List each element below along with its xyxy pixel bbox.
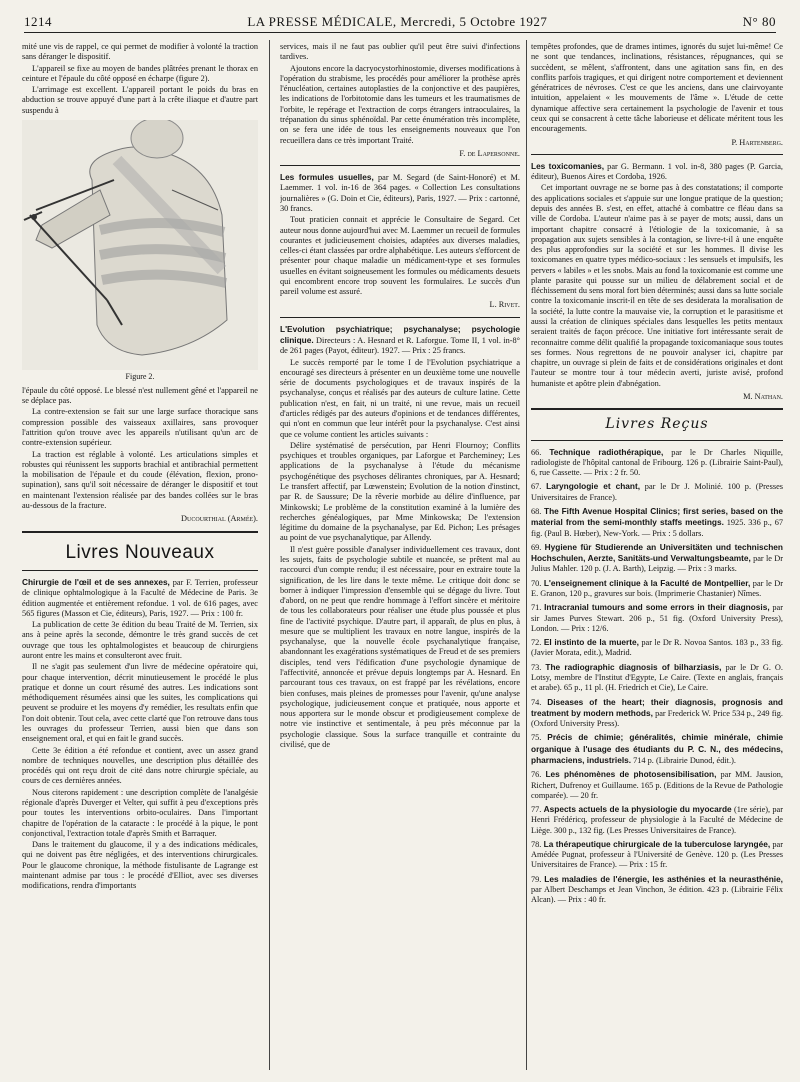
- received-book-item: [531, 697, 783, 730]
- item-reference: par le Dr J. Molinié. 100 p. (Presses Universitaires de France).: [531, 482, 783, 502]
- section-rule: [531, 408, 783, 410]
- section-rule: [22, 531, 258, 533]
- received-book-item: [531, 637, 783, 659]
- paragraph: La traction est réglable à volonté. Les articulations simples et robustes qui réunissent les supports brachial et antibrachial permettent la mobilisation de l'épaule et du coude (élévation, flexion, prono-supination), sans qu'il soit nécessaire de déranger le dispositif et tout en maintenant l'extension réalisée par des bandes collées sur le bras au-dessous de la fracture.: [22, 449, 258, 510]
- paragraph: l'épaule du côté opposé. Le blessé n'est nullement gêné et l'appareil ne se déplace pas.: [22, 385, 258, 406]
- item-title: El instinto de la muerte,: [543, 637, 639, 648]
- paragraph: Le succès remporté par le tome I de l'Evolution psychiatrique a encouragé ses directeurs à présenter en un deuxième tome une nouvelle série de documents psychologiques et de travaux inspirés de la psychanalyse, conçus et réalisés par des auteurs de culture latine. Cette publication n'est, en fait, ni un traité, ni une revue, mais un recueil d'articles rédigés par des auteurs d'opinions et de tendances différentes, qui n'ont en commun que leur intérêt pour la psychanalyse. C'est ainsi que ce volume contient les articles suivants :: [280, 357, 520, 439]
- paragraph: mité une vis de rappel, ce qui permet de modifier à volonté la traction sans déranger le dispositif.: [22, 42, 258, 62]
- section-title-livres-nouveaux: Livres Nouveaux: [65, 541, 215, 563]
- book-entry: [22, 577, 258, 619]
- item-title: Précis de chimie; généralités, chimie minérale, chimie organique à l'usage des étudiants du P. C. N., des médecins, pharmaciens, industriels.: [531, 732, 783, 765]
- figure-2-illustration: [22, 120, 258, 370]
- column-separator: [526, 40, 527, 1070]
- received-book-item: [531, 732, 783, 766]
- section-rule: [531, 440, 783, 441]
- received-book-item: [531, 804, 783, 836]
- item-number: 78.: [531, 839, 544, 849]
- item-title: Hygiene für Studierende an Universitäten und technischen Hochschulen, Aerzte, Sanitäts-und Verwaltungsbeamte,: [531, 541, 783, 564]
- received-book-item: [531, 578, 783, 600]
- item-number: 71.: [531, 603, 545, 613]
- item-title: The Fifth Avenue Hospital Clinics; first series, based on the material from the semi-monthly staffs meetings.: [531, 506, 783, 528]
- item-number: 79.: [531, 874, 545, 884]
- item-number: 66.: [531, 447, 550, 457]
- item-title: L'enseignement clinique à la Faculté de Montpellier,: [543, 577, 751, 588]
- column-1: [22, 42, 258, 1072]
- item-reference: par le Dr E. Granon, 120 p., gravures sur bois. (Imprimerie Chastanier) Nîmes.: [531, 578, 783, 599]
- received-books-list: [531, 447, 783, 906]
- item-reference: par Amédée Pugnat, professeur à l'Université de Genève. 120 p. (Les Presses Universitaires de France). — Prix : 15 fr.: [531, 839, 783, 870]
- page-number: 1214: [24, 14, 52, 29]
- column-3: [531, 42, 783, 1072]
- figure-caption: Figure 2.: [125, 371, 155, 381]
- item-reference: par le Dr R. Novoa Santos. 183 p., 33 fig. (Javier Morata, edit.), Madrid.: [531, 638, 783, 658]
- arm-splint-drawing: [22, 120, 258, 370]
- review-rule: [531, 154, 783, 155]
- item-reference: 714 p. (Librairie Dunod, édit.).: [631, 755, 736, 765]
- book-reference: par G. Bermann. 1 vol. in-8, 380 pages (P. Garcia, éditeur), Buenos Aires et Cordoba, 1926.: [531, 161, 783, 182]
- book-entry: [280, 324, 520, 357]
- book-reference: par M. Segard (de Saint-Honoré) et M. Laemmer. 1 vol. in-16 de 364 pages. « Collection Les consultations journalières » (G. Doin et Cie, éditeurs), Paris, 1927. — Prix : cartonné, 30 francs.: [280, 173, 520, 213]
- book-reference: Directeurs : A. Hesnard et R. Laforgue. Tome II, 1 vol. in-8° de 261 pages (Payot, éditeur). 1927. — Prix : 25 francs.: [280, 336, 520, 356]
- received-book-item: [531, 662, 783, 694]
- item-reference: par le Dr Charles Niquille, radiologiste de l'hôpital cantonal de Fribourg. 126 p. (Librairie Saint-Paul), 6, rue Cassette. — Prix : 2 fr. 50.: [531, 447, 783, 478]
- header-rule: [24, 32, 776, 33]
- paragraph: Nous citerons rapidement : une description complète de l'analgésie régionale d'après Duverger et Velter, qui suffit à peu d'exceptions près pour toutes les interventions orbito-oculaires. Dans l'important chapitre de l'opération de la cataracte : le procédé à la pique, le pont conjonctival, l'extraction totale d'après Smith et Barraquer.: [22, 787, 258, 838]
- author-signature: L. Rivet.: [489, 300, 520, 310]
- item-reference: par le Dr Julius Mahler. 120 p. (J. A. Barth), Leipzig. — Prix : 3 marks.: [531, 554, 783, 574]
- item-title: Les maladies de l'énergie, les asthénies et la neurasthénie,: [544, 873, 783, 884]
- paragraph: Délire systématisé de persécution, par Henri Flournoy; Conflits psychiques et troubles organiques, par Laforgue et Parcheminey; Les applications de la psychanalyse à l'étude du mécanisme psychogénétique des psychoses délirantes chroniques, par A. Hesnard; Le transfert affectif, par Lœwenstein; Evolution de la notion d'instinct, par R. de Saussure; De la rêverie morbide au délire d'influence, par Minkowski; Le problème de la constitution examiné à la lumière des recherches généalogiques, par Mme Minkowska; De l'extension légitime du domaine de la psychanalyse, par Ed. Pichon; Les présages au point de vue psychanalytique, par Allendy.: [280, 440, 520, 543]
- item-number: 69.: [531, 542, 545, 552]
- item-number: 70.: [531, 578, 544, 588]
- book-reference: par F. Terrien, professeur de clinique ophtalmologique à la Faculté de Médecine de Paris. 3e édition augmentée et entièrement refondue. 1 vol. de 616 pages, avec 565 figures (Masson et Cie, éditeurs), Paris, 1927. — Prix : 100 fr.: [22, 578, 258, 618]
- book-title: Les formules usuelles,: [280, 172, 374, 183]
- journal-title: LA PRESSE MÉDICALE, Mercredi, 5 Octobre 1927: [247, 14, 548, 29]
- paragraph: Ajoutons encore la dacryocystorhinostomie, diverses modifications à l'opération du strabisme, les procédés pour améliorer la prothèse après l'énucléation, certaines autoplasties de la conjonctive et des paupières, les indications de l'orbitotomie dans les tumeurs et les traumatismes de l'orbite, le repérage et l'extraction de corps étrangers intraoculaires, la trépanation du sinus sphénoïdal. Par cette énumération très incomplète, on se fera une idée de tous les enseignements nouveaux que l'on recueillera dans ce très important Traité.: [280, 63, 520, 145]
- paragraph: Cet important ouvrage ne se borne pas à des constatations; il comporte des applications sociales et s'appuie sur une longue pratique de la question; depuis des années B. s'est, en effet, attaché à combattre ce fléau dans sa ville de Cordoba. L'auteur n'aime pas à se payer de mots; aussi, dans un important chapitre consacré à l'étiologie de la toxicomanie, à sa propagation aux sujets sensibles à la contagion, se livre-t-il à une enquête des plus approfondies sur la société et sur les hommes. Il divise les toxicomanes en quatre types médico-sociaux : les sensuels et impulsifs, les pervers « labiles » et les snobs. Mais au fond la toxicomanie est comme une plante parasite qui pousse sur un milieu de délabrement social et de fléchissement du sens moral fort bien déterminés; aussi dans sa lutte sociale contre la toxicomanie inscrit-il en tête de ses desiderata la moralisation de la société, la lutte contre la mauvaise vie, la corruption et le parasitisme et aussi la création de cliniques spéciales dans lesquelles les petits mentaux seraient traités de façon précoce. Une initiative fort intéressante serait de reconnaitre comme délit qualifié la propagande toxicomaniaque sous toutes ses formes. Nous regrettons de ne pouvoir analyser ici, chapitre par chapitre, un ouvrage si plein de faits et de considérations originales et dont l'auteur se montre tour à tour médecin averti, juriste avisé, profond humaniste et apôtre plein d'abnégation.: [531, 183, 783, 388]
- item-reference: par MM. Jausion, Richert, Dufrenoy et Guillaume. 165 p. (Editions de la Revue de Pathologie comparée). — 20 fr.: [531, 770, 783, 800]
- item-number: 67.: [531, 482, 547, 492]
- paragraph: Dans le traitement du glaucome, il y a des indications médicales, qui ne doivent pas être négligées, et des interventions chirurgicales. Pour le glaucome chronique, la méthode fistulisante de Lagrange est maintenant admise par tous : le procédé d'Elliot, avec ses diverses modifications, rendra d'importants: [22, 840, 258, 891]
- book-entry: [531, 161, 783, 183]
- paragraph: Tout praticien connait et apprécie le Consultaire de Segard. Cet auteur nous donne aujourd'hui avec M. Laemmer un recueil de formules courantes et judicieusement choisies, adaptées aux diverses maladies, celles-ci étant classées par ordre alphabétique. Les auteurs s'efforcent de présenter pour chaque maladie un médicament-type et ses formules usuelles en évitant soigneusement les formules ou médicaments desuets qui encombrent encore trop souvent les formulaires. Le succès d'un pareil volume est assuré.: [280, 215, 520, 297]
- item-title: Aspects actuels de la physiologie du myocarde: [543, 804, 732, 815]
- paragraph: tempêtes profondes, que de drames intimes, ignorés du sujet lui-même! Ce ne sont que tendances, inclinations, résistances, répugnances, qui se succèdent, se mêlent, s'affrontent, dans une agitation sans fin, en des conflits parfois tragiques, et qui dirigent notre comportement et deviennent génératrices de névroses. C'est ce que les anciens, dans une clairvoyante intuition, appelaient « les mouvements de l'âme ». L'étude de cette dynamique affective sera certainement la psychologie de l'avenir et tous ceux qui se consacrent à cette tâche laborieuse et délicate méritent tous les encouragements.: [531, 42, 783, 134]
- book-title: L'Evolution psychiatrique; psychanalyse; psychologie clinique.: [280, 323, 520, 346]
- review-rule: [280, 317, 520, 318]
- book-entry: [280, 172, 520, 214]
- received-book-item: [531, 769, 783, 801]
- item-reference: 1925. 336 p., 67 fig. (Paul B. Hœber), New-York. — Prix : 5 dollars.: [531, 518, 783, 538]
- item-reference: par le Dr G. O. Lotsy, membre de l'Institut d'Egypte, Le Caire. (Texte en anglais, français et arabe). 65 p., 11 pl. (H. Friedrich et Cie), Le Caire.: [531, 662, 783, 693]
- paragraph: Il ne s'agit pas seulement d'un livre de médecine opératoire qui, pour chaque intervention, décrit minutieusement le procédé le plus pratique et donne un court résumé des autres. Les indications sont méthodiquement résumées ainsi que les suites, les complications qui peuvent se produire et les moyens d'y remédier, les resultats enfin que l'on doit obtenir. Tout cela, avec cette clarté que l'on retrouve dans tous les ouvrages du professeur Terrien, aussi bien que dans son enseignement oral, et qui en fait le grand succès.: [22, 662, 258, 744]
- author-signature: M. Nathan.: [743, 392, 783, 401]
- author-signature: F. de Lapersonne.: [459, 148, 520, 158]
- paragraph: L'appareil se fixe au moyen de bandes plâtrées prenant le thorax en ceinture et l'épaule du côté opposé en écharpe (figure 2).: [22, 63, 258, 83]
- paragraph: services, mais il ne faut pas oublier qu'il peut être suivi d'infections tardives.: [280, 42, 520, 62]
- received-book-item: [531, 874, 783, 906]
- book-title: Chirurgie de l'œil et de ses annexes,: [22, 577, 170, 588]
- item-reference: (1re série), par Henri Frédéricq, professeur de physiologie à la Faculté de Médecine de Liège. 300 p., 132 fig. (Les Presses Universitaires de France).: [531, 805, 783, 835]
- section-title-livres-recus: Livres Reçus: [605, 416, 709, 433]
- received-book-item: [531, 447, 783, 479]
- item-title: Technique radiothérapique,: [549, 446, 664, 457]
- paragraph: La contre-extension se fait sur une large surface thoracique sans compression possible des vaisseaux axillaires, sans provoquer l'attrition qu'on trouve avec les appareils n'utilisant qu'un arc de contre-extension supérieur.: [22, 407, 258, 448]
- item-title: Les phénomènes de photosensibilisation,: [545, 769, 717, 780]
- paragraph: L'arrimage est excellent. L'appareil portant le poids du bras en abduction se trouve appuyé d'une part à la crête iliaque et d'autre part suspendu à: [22, 85, 258, 115]
- received-book-item: [531, 602, 783, 634]
- item-title: Intracranial tumours and some errors in their diagnosis,: [544, 602, 770, 613]
- author-signature: P. Hartenberg.: [731, 137, 783, 147]
- author-signature: Ducourthial (Armée).: [181, 514, 258, 524]
- item-number: 76.: [531, 770, 546, 780]
- section-rule: [22, 570, 258, 571]
- item-title: The radiographic diagnosis of bilharziasis,: [545, 661, 722, 672]
- review-rule: [280, 165, 520, 166]
- column-separator: [269, 40, 270, 1070]
- book-title: Les toxicomanies,: [531, 160, 605, 171]
- paragraph: Il n'est guère possible d'analyser individuellement ces travaux, dont les sujets, faits de psychologie subtile et nuancée, se prêtent mal au raccourci d'un compte rendu; il est nécessaire, pour en extraire toute la signification, de les lire dans le texte même. Le critique doit donc se borner à indiquer l'impression d'ensemble qui se dégage du livre. Tout d'abord, on ne peut que rendre hommage à l'effort sincère et méritoire de tous les collaborateurs pour réaliser une étude plus poussée et plus fine de l'activité psychique. D'autre part, il apparaît, de plus en plus, à mesure que se multiplient les travaux en notre langue, inspirés de la psychanalyse, que la nouvelle école psychanalytique française, abandonnant les exagérations systématiques de Freud et de ses premiers disciples, tend vers l'édification d'une psychologie dynamique de l'affectivité, annoncée et prévue depuis longtemps par A. Hesnard. En parcourant tous ces travaux, on est frappé par les révélations, encore bien confuses, mais pleines de promesses pour l'avenir, qu'une analyse psychologique, judicieusement conçue et pratiquée, nous apporte et nous apportera sur le monde obscur et prodigieusement complexe de notre vie instinctive et sentimentale, à peu près méconnue par la psychologie classique. Sous la surface tranquille et contrainte du civilisé, que de: [280, 544, 520, 749]
- received-book-item: [531, 839, 783, 871]
- issue-number: N° 80: [742, 14, 776, 29]
- paragraph: Cette 3e édition a été refondue et contient, avec un assez grand nombre de techniques nouvelles, une description plus détaillée des procédés qui ont reçu droit de cité dans notre chirurgie spéciale, au cours de ces dernières années.: [22, 745, 258, 786]
- item-title: La thérapeutique chirurgicale de la tuberculose laryngée,: [543, 838, 771, 849]
- item-number: 77.: [531, 805, 544, 815]
- received-book-item: [531, 481, 783, 503]
- item-number: 68.: [531, 507, 544, 517]
- item-number: 73.: [531, 662, 546, 672]
- item-reference: par sir James Purves Stewart. 206 p., 51 fig. (Oxford University Press), London. — Prix : 12/6.: [531, 603, 783, 633]
- received-book-item: [531, 542, 783, 575]
- item-number: 72.: [531, 638, 544, 648]
- item-number: 74.: [531, 697, 548, 707]
- received-book-item: [531, 506, 783, 539]
- item-reference: par Frederick W. Price 534 p., 249 fig. (Oxford University Press).: [531, 708, 783, 729]
- page-header: [24, 14, 776, 30]
- item-reference: par Albert Deschamps et Jean Vinchon, 3e édition. 423 p. (Librairie Félix Alcan). — Prix : 40 fr.: [531, 885, 783, 905]
- item-title: Laryngologie et chant,: [546, 481, 641, 492]
- paragraph: La publication de cette 3e édition du beau Traité de M. Terrien, six ans à peine après la seconde, démontre le très grand succès de cet ouvrage que tous les ophtalmologistes et beaucoup de chirurgiens auront entre les mains et consulteront avec fruit.: [22, 620, 258, 661]
- item-number: 75.: [531, 733, 548, 743]
- item-title: Diseases of the heart; their diagnosis, prognosis and treatment by modern methods,: [531, 696, 783, 718]
- column-2: [280, 42, 520, 1072]
